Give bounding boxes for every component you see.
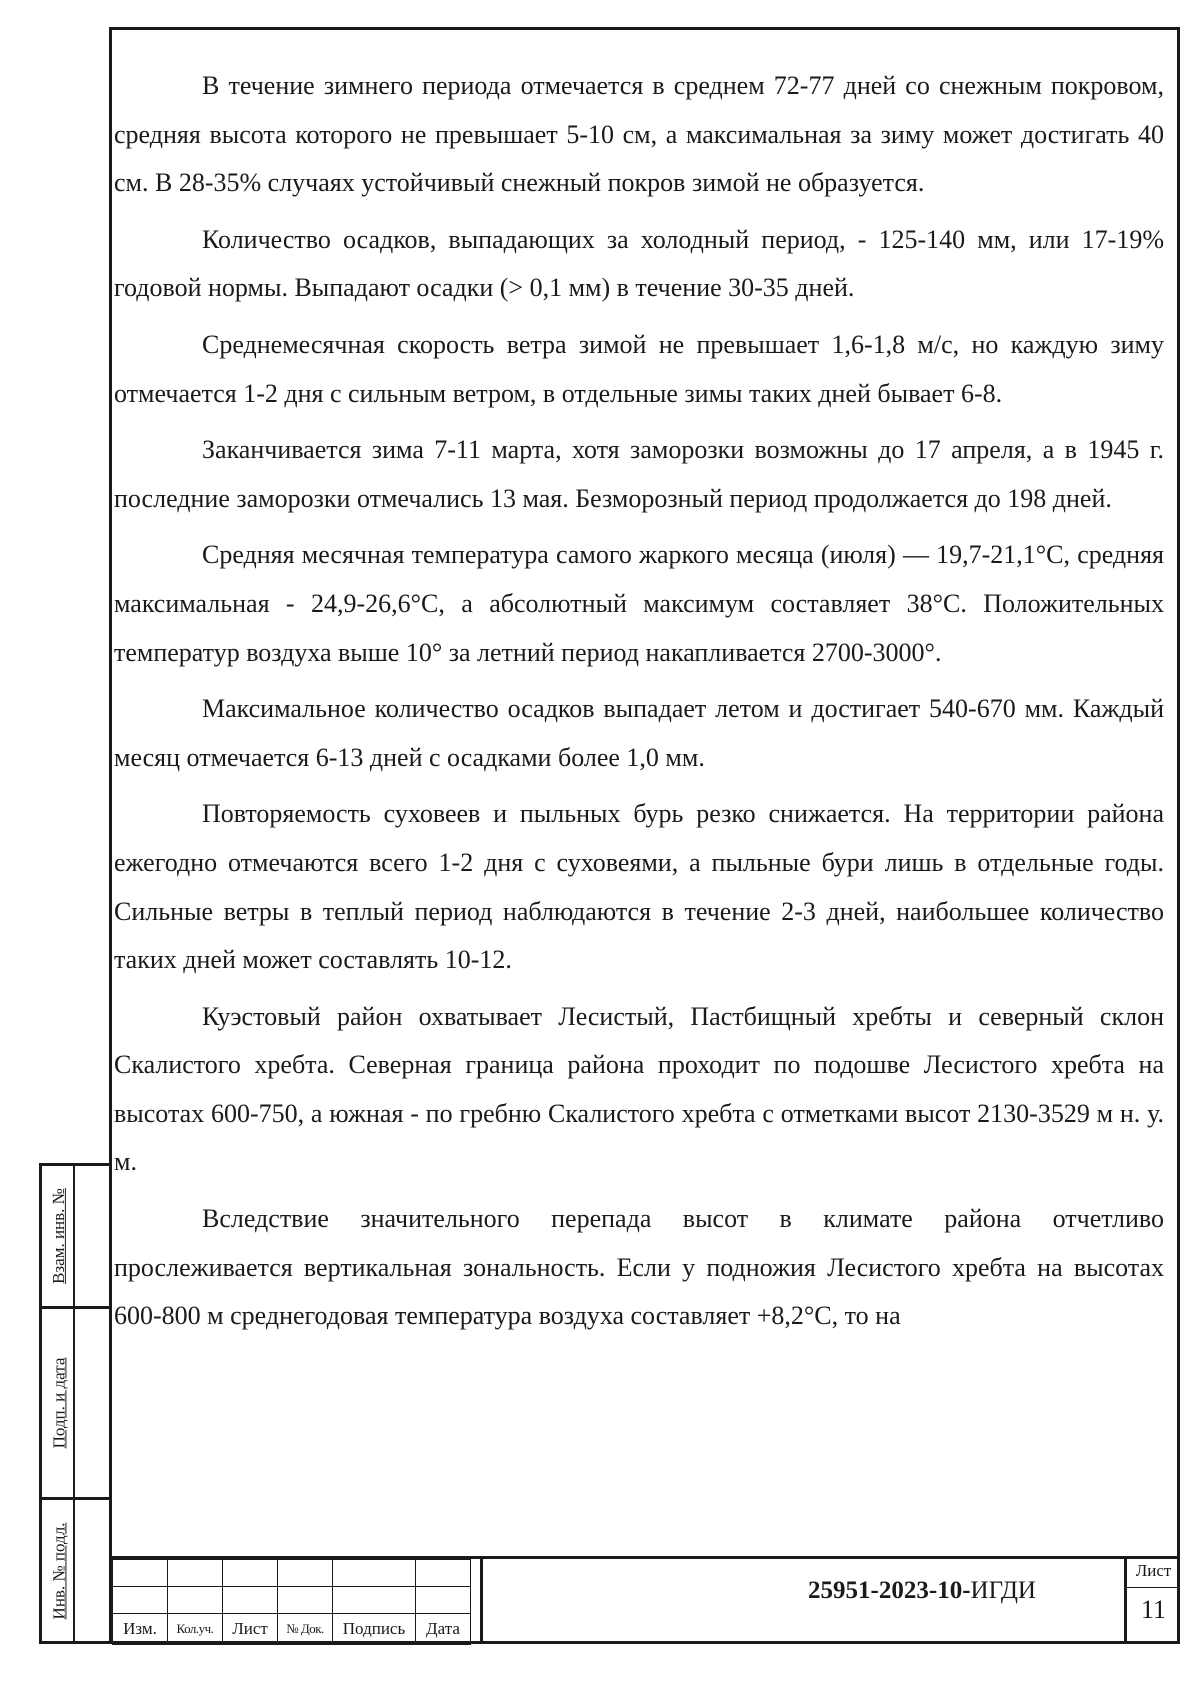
paragraph-summer-precipitation: Максимальное количество осадков выпадает летом и достигает 540-670 мм. Каждый месяц отмечается 6-13 дней с осадками более 1,0 мм. (114, 694, 1164, 772)
header-n-dok: № Док. (278, 1614, 333, 1645)
sheet-box (1127, 1559, 1180, 1644)
title-block-divider (480, 1559, 483, 1644)
header-data: Дата (416, 1614, 471, 1645)
paragraph-dry-winds: Повторяемость суховеев и пыльных бурь резко снижается. На территории района ежегодно отмечаются всего 1-2 дня с суховеями, а пыльные бури лишь в отдельные годы. Сильные ветры в теплый период наблюдаются в течение 2-3 дней, наибольшее количество таких дней может составлять 10-12. (114, 799, 1164, 975)
side-stamp-column-line (73, 1166, 75, 1641)
revision-cell (333, 1560, 416, 1587)
sheet-number: 11 (1140, 1595, 1167, 1624)
paragraph-cold-precipitation: Количество осадков, выпадающих за холодный период, - 125-140 мм, или 17-19% годовой нормы. Выпадают осадки (> 0,1 мм) в течение 30-35 дней. (114, 224, 1164, 303)
side-label-replacement-inv (45, 1166, 73, 1306)
sheet-label: Лист (1135, 1561, 1172, 1580)
revision-cell (223, 1587, 278, 1614)
document-code-suffix: ИГДИ (970, 1577, 1036, 1604)
paragraph-summer-temperature: Средняя месячная температура самого жаркого месяца (июля) — 19,7-21,1°C, средняя максимальная - 24,9-26,6°C, а абсолютный максимум составляет 38°C. Положительных температур воздуха выше 10° за летний период накапливается 2700-3000°. (114, 540, 1164, 667)
side-label-original-inv (45, 1500, 73, 1641)
side-label-replacement-inv-text: Взам. инв. № (49, 1188, 68, 1284)
revision-cell (168, 1587, 223, 1614)
header-kol-uch: Кол.уч. (168, 1614, 223, 1645)
revision-cell (223, 1560, 278, 1587)
revision-cell (416, 1560, 471, 1587)
header-list: Лист (223, 1614, 278, 1645)
document-code (602, 1577, 1200, 1605)
side-label-original-inv-text: Инв. № подл. (49, 1522, 68, 1619)
header-podpis: Подпись (333, 1614, 416, 1645)
body-text (114, 62, 1164, 1349)
paragraph-winter-wind: Среднемесячная скорость ветра зимой не превышает 1,6-1,8 м/с, но каждую зиму отмечается 1-2 дня с сильным ветром, в отдельные зимы таких дней бывает 6-8. (114, 329, 1164, 408)
sheet-divider (1127, 1587, 1180, 1588)
side-label-signature-date (45, 1309, 73, 1497)
header-izm: Изм. (113, 1614, 168, 1645)
revision-cell (278, 1587, 333, 1614)
revision-cell (113, 1587, 168, 1614)
side-stamp (39, 1163, 112, 1644)
paragraph-snow-cover: В течение зимнего периода отмечается в среднем 72-77 дней со снежным покровом, средняя высота которого не превышает 5-10 см, а максимальная за зиму может достигать 40 см. В 28-35% случаях устойчивый снежный покров зимой не образуется. (114, 71, 1164, 198)
side-label-signature-date-text: Подп. и дата (49, 1357, 69, 1449)
revision-cell (416, 1587, 471, 1614)
revision-cell (168, 1560, 223, 1587)
revision-cell (113, 1560, 168, 1587)
revision-cell (333, 1587, 416, 1614)
document-code-number: 25951-2023-10- (808, 1577, 971, 1604)
paragraph-cuesta-district: Куэстовый район охватывает Лесистый, Пастбищный хребты и северный склон Скалистого хребта. Северная граница района проходит по подошве Лесистого хребта на высотах 600-750, а южная - по гребню Скалистого хребта с отметками высот 2130-3529 м н. у. м. (114, 1001, 1164, 1177)
title-block (112, 1556, 1180, 1644)
paragraph-vertical-zonation: Вследствие значительного перепада высот в климате района отчетливо прослеживается вертикальная зональность. Если у подножия Лесистого хребта на высотах 600-800 м среднегодовая температура воздуха составляет +8,2°C, то на (114, 1204, 1164, 1331)
revision-table (112, 1559, 471, 1645)
paragraph-end-of-winter: Заканчивается зима 7-11 марта, хотя заморозки возможны до 17 апреля, а в 1945 г. последние заморозки отмечались 13 мая. Безморозный период продолжается до 198 дней. (114, 435, 1164, 513)
revision-cell (278, 1560, 333, 1587)
